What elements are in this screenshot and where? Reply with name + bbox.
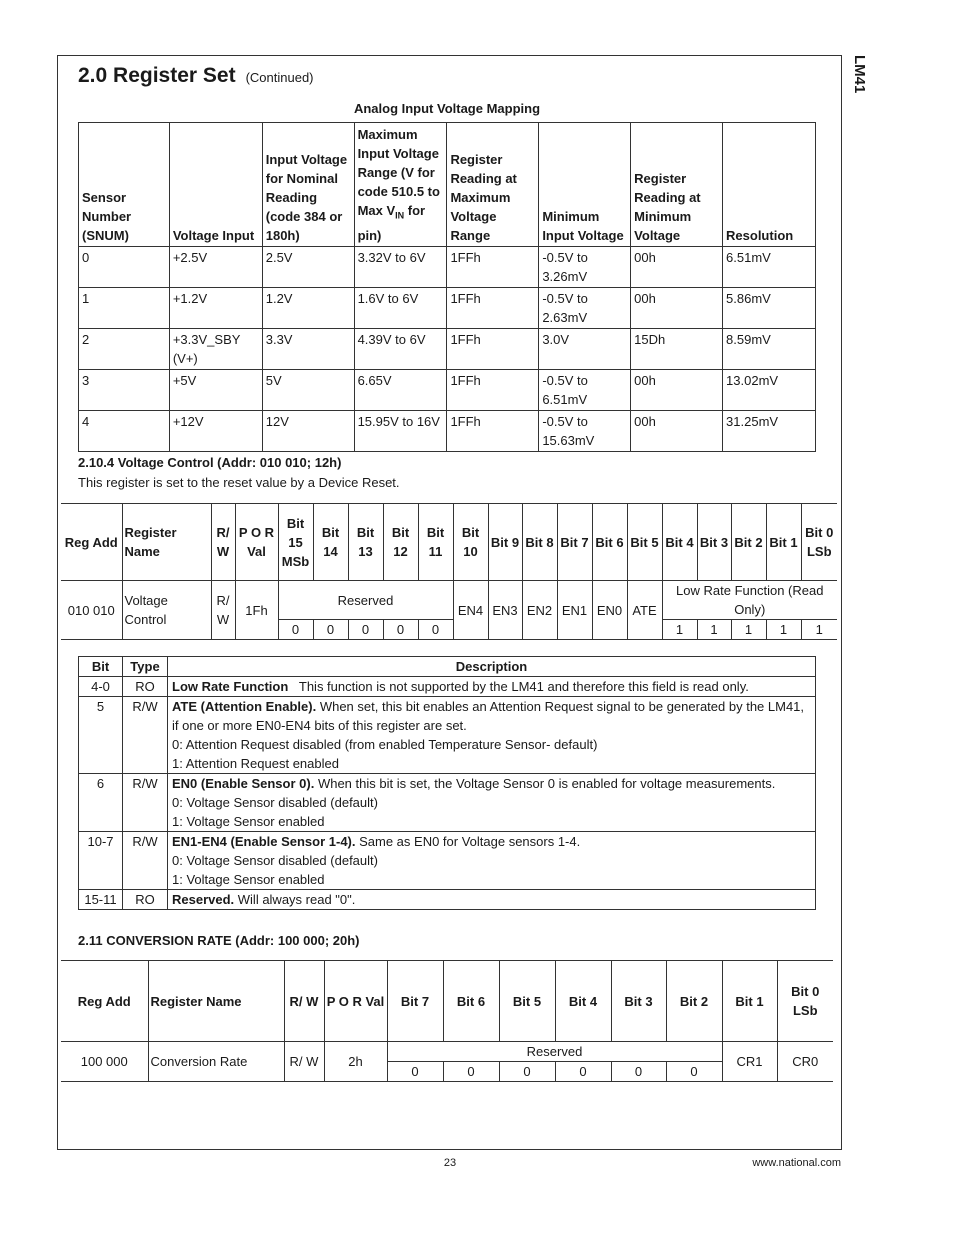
description-text xyxy=(172,774,811,793)
analog-mapping-table xyxy=(78,122,816,452)
description-text xyxy=(172,677,811,696)
table-cell: -0.5V to 3.26mV xyxy=(539,246,631,287)
type-cell: R/W xyxy=(123,774,168,832)
table-cell: 1FFh xyxy=(447,410,539,451)
table-row xyxy=(79,890,816,910)
conversion-rate-register-table xyxy=(61,960,833,1082)
description-cell xyxy=(168,890,816,910)
table-cell: 00h xyxy=(631,287,723,328)
description-title: EN0 (Enable Sensor 0). xyxy=(172,776,315,791)
col-header: Bit 5 xyxy=(499,961,555,1042)
description-option: 1: Voltage Sensor enabled xyxy=(172,872,325,887)
description-option: 0: Voltage Sensor disabled (default) xyxy=(172,853,378,868)
table-cell: 1FFh xyxy=(447,369,539,410)
page-title xyxy=(78,64,314,88)
col-header: Register Name xyxy=(148,961,284,1042)
table-header-row xyxy=(79,123,816,247)
col-header: Bit 1 xyxy=(766,504,801,581)
col-header: Bit 6 xyxy=(443,961,499,1042)
bit-cell: 10-7 xyxy=(79,832,123,890)
conversion-rate-heading: 2.11 CONVERSION RATE (Addr: 100 000; 20h) xyxy=(78,933,360,948)
col-header: Input Voltage for Nominal Reading (code 384 or 180h) xyxy=(262,123,354,247)
table-cell: 1.2V xyxy=(262,287,354,328)
low-rate-bit-value: 1 xyxy=(801,620,837,640)
low-rate-bit-value: 1 xyxy=(731,620,766,640)
col-header: Bit 2 xyxy=(731,504,766,581)
bit-description-body xyxy=(79,677,816,910)
title-main: 2.0 Register Set xyxy=(78,64,236,87)
reserved-bit-value: 0 xyxy=(313,620,348,640)
table-cell: 5V xyxy=(262,369,354,410)
col-header: Resolution xyxy=(723,123,816,247)
table-cell: +1.2V xyxy=(169,287,262,328)
col-header: Bit 7 xyxy=(557,504,592,581)
table-cell: 13.02mV xyxy=(723,369,816,410)
description-cell xyxy=(168,697,816,774)
table-cell: 8.59mV xyxy=(723,328,816,369)
col-header: Type xyxy=(123,657,168,677)
bit-cell-en4: EN4 xyxy=(453,581,488,640)
col-header: Reg Add xyxy=(61,961,148,1042)
reserved-bit-value: 0 xyxy=(278,620,313,640)
table-cell: 6.51mV xyxy=(723,246,816,287)
bit-cell-en1: EN1 xyxy=(557,581,592,640)
table-cell: 2.5V xyxy=(262,246,354,287)
col-header: Maximum Input Voltage Range (V for code 510.5 to Max $V_{IN}$ for pin) xyxy=(354,123,447,247)
low-rate-bit-value: 1 xyxy=(662,620,697,640)
description-option: 0: Voltage Sensor disabled (default) xyxy=(172,795,378,810)
col-header: Register Name xyxy=(122,504,211,581)
bit-cell: 15-11 xyxy=(79,890,123,910)
reserved-bit-value: 0 xyxy=(418,620,453,640)
col-header: Voltage Input xyxy=(169,123,262,247)
bit-cell: 6 xyxy=(79,774,123,832)
col-header: R/ W xyxy=(211,504,235,581)
register-header-row xyxy=(61,961,833,1042)
reserved-cell: Reserved xyxy=(387,1042,722,1062)
footer-url: www.national.com xyxy=(752,1157,841,1169)
col-header: Bit 15 MSb xyxy=(278,504,313,581)
description-option: 1: Voltage Sensor enabled xyxy=(172,814,325,829)
description-cell xyxy=(168,774,816,832)
table-cell: 31.25mV xyxy=(723,410,816,451)
table-cell: +3.3V_SBY (V+) xyxy=(169,328,262,369)
table-cell: 1FFh xyxy=(447,328,539,369)
register-row xyxy=(61,1042,833,1062)
description-option: 1: Attention Request enabled xyxy=(172,756,339,771)
col-header: Bit 4 xyxy=(555,961,611,1042)
table-cell: -0.5V to 2.63mV xyxy=(539,287,631,328)
table-cell: 5.86mV xyxy=(723,287,816,328)
table-cell: 0 xyxy=(79,246,170,287)
description-title: EN1-EN4 (Enable Sensor 1-4). xyxy=(172,834,356,849)
col-header: Description xyxy=(168,657,816,677)
description-option: 0: Attention Request disabled (from enabled Temperature Sensor- default) xyxy=(172,737,598,752)
description-body: Will always read "0". xyxy=(234,892,356,907)
reserved-bit-value: 0 xyxy=(666,1062,722,1082)
table-cell: 4.39V to 6V xyxy=(354,328,447,369)
reserved-bit-value: 0 xyxy=(383,620,418,640)
col-header: P O R Val xyxy=(235,504,278,581)
col-header: Bit 13 xyxy=(348,504,383,581)
col-header: Bit 3 xyxy=(697,504,731,581)
bit-cell-cr0: CR0 xyxy=(777,1042,833,1082)
table-cell: 00h xyxy=(631,246,723,287)
col-header: Reg Add xyxy=(61,504,122,581)
por-cell: 1Fh xyxy=(235,581,278,640)
col-header: Bit 9 xyxy=(488,504,522,581)
col-header: Bit 5 xyxy=(627,504,662,581)
reserved-bit-value: 0 xyxy=(555,1062,611,1082)
table-row xyxy=(79,410,816,451)
table-cell: 00h xyxy=(631,369,723,410)
low-rate-cell: Low Rate Function (Read Only) xyxy=(662,581,837,620)
table-cell: +2.5V xyxy=(169,246,262,287)
col-header: Bit 6 xyxy=(592,504,627,581)
voltage-control-register-table xyxy=(61,503,837,640)
table-cell: 15Dh xyxy=(631,328,723,369)
table-row xyxy=(79,287,816,328)
table-row xyxy=(79,246,816,287)
table-row xyxy=(79,369,816,410)
table-cell: 4 xyxy=(79,410,170,451)
table-cell: +5V xyxy=(169,369,262,410)
rw-cell: R/ W xyxy=(284,1042,324,1082)
description-title: ATE (Attention Enable). xyxy=(172,699,317,714)
col-header: Bit 12 xyxy=(383,504,418,581)
table-cell: 1.6V to 6V xyxy=(354,287,447,328)
bit-cell-cr1: CR1 xyxy=(722,1042,777,1082)
type-cell: RO xyxy=(123,677,168,697)
reg-add-cell: 010 010 xyxy=(61,581,122,640)
table-row xyxy=(79,328,816,369)
table-cell: 1FFh xyxy=(447,287,539,328)
table-cell: 15.95V to 16V xyxy=(354,410,447,451)
bit-cell: 4-0 xyxy=(79,677,123,697)
description-body: Same as EN0 for Voltage sensors 1-4. xyxy=(355,834,581,849)
table-cell: 3.3V xyxy=(262,328,354,369)
reserved-bit-value: 0 xyxy=(387,1062,443,1082)
reserved-bit-value: 0 xyxy=(499,1062,555,1082)
description-body: When set, this bit enables an Attention Request signal to be generated by the LM41, if one or more EN0-EN4 bits of this register are set. xyxy=(172,699,808,733)
table-cell: 1 xyxy=(79,287,170,328)
bit-cell: 5 xyxy=(79,697,123,774)
col-header: Bit 1 xyxy=(722,961,777,1042)
col-header: Bit 11 xyxy=(418,504,453,581)
col-header: Bit 14 xyxy=(313,504,348,581)
table-cell: -0.5V to 15.63mV xyxy=(539,410,631,451)
type-cell: R/W xyxy=(123,832,168,890)
col-header: Register Reading at Maximum Voltage Range xyxy=(447,123,539,247)
analog-table-body xyxy=(79,246,816,451)
bit-cell-ate: ATE xyxy=(627,581,662,640)
low-rate-bit-value: 1 xyxy=(766,620,801,640)
description-text xyxy=(172,832,811,851)
reserved-cell: Reserved xyxy=(278,581,453,620)
col-header: Bit 7 xyxy=(387,961,443,1042)
col-header: Minimum Input Voltage xyxy=(539,123,631,247)
col-header: Bit 0 LSb xyxy=(777,961,833,1042)
table-header-row xyxy=(79,657,816,677)
register-header-row xyxy=(61,504,837,581)
col-header: Sensor Number (SNUM) xyxy=(79,123,170,247)
table-cell: 1FFh xyxy=(447,246,539,287)
table-cell: 3.32V to 6V xyxy=(354,246,447,287)
table-row xyxy=(79,832,816,890)
description-body: When this bit is set, the Voltage Sensor 0 is enabled for voltage measurements. xyxy=(314,776,776,791)
table-cell: -0.5V to 6.51mV xyxy=(539,369,631,410)
table-row xyxy=(79,677,816,697)
bit-cell-en2: EN2 xyxy=(522,581,557,640)
col-header: Bit 2 xyxy=(666,961,722,1042)
type-cell: R/W xyxy=(123,697,168,774)
analog-table-caption: Analog Input Voltage Mapping xyxy=(353,101,541,116)
reserved-bit-value: 0 xyxy=(611,1062,666,1082)
table-cell: 3 xyxy=(79,369,170,410)
description-title: Reserved. xyxy=(172,892,235,907)
reserved-bit-value: 0 xyxy=(443,1062,499,1082)
bit-cell-en0: EN0 xyxy=(592,581,627,640)
reg-add-cell: 100 000 xyxy=(61,1042,148,1082)
bit-cell-en3: EN3 xyxy=(488,581,522,640)
table-cell: 3.0V xyxy=(539,328,631,369)
low-rate-bit-value: 1 xyxy=(697,620,731,640)
type-cell: RO xyxy=(123,890,168,910)
por-cell: 2h xyxy=(324,1042,387,1082)
voltage-control-heading: 2.10.4 Voltage Control (Addr: 010 010; 12h) xyxy=(78,455,342,470)
col-header: Bit 4 xyxy=(662,504,697,581)
table-cell: 2 xyxy=(79,328,170,369)
col-header: R/ W xyxy=(284,961,324,1042)
side-part-label: LM41 xyxy=(851,55,868,94)
description-cell xyxy=(168,832,816,890)
voltage-control-paragraph: This register is set to the reset value by a Device Reset. xyxy=(78,475,400,490)
table-cell: 00h xyxy=(631,410,723,451)
table-cell: 6.65V xyxy=(354,369,447,410)
col-header: Bit xyxy=(79,657,123,677)
reserved-bit-value: 0 xyxy=(348,620,383,640)
title-note: (Continued) xyxy=(245,70,314,85)
description-text xyxy=(172,890,811,909)
description-text xyxy=(172,697,811,735)
col-header: P O R Val xyxy=(324,961,387,1042)
table-row xyxy=(79,774,816,832)
col-header: Bit 10 xyxy=(453,504,488,581)
col-header: Register Reading at Minimum Voltage xyxy=(631,123,723,247)
col-header: Bit 3 xyxy=(611,961,666,1042)
table-cell: 12V xyxy=(262,410,354,451)
table-cell: +12V xyxy=(169,410,262,451)
reg-name-cell: Voltage Control xyxy=(122,581,211,640)
table-row xyxy=(79,697,816,774)
page-number: 23 xyxy=(443,1157,457,1169)
register-row xyxy=(61,581,837,620)
description-body: This function is not supported by the LM41 and therefore this field is read only. xyxy=(288,679,749,694)
description-title: Low Rate Function xyxy=(172,679,289,694)
bit-description-table xyxy=(78,656,816,910)
description-cell xyxy=(168,677,816,697)
reg-name-cell: Conversion Rate xyxy=(148,1042,284,1082)
col-header: Bit 0 LSb xyxy=(801,504,837,581)
col-header: Bit 8 xyxy=(522,504,557,581)
rw-cell: R/ W xyxy=(211,581,235,640)
